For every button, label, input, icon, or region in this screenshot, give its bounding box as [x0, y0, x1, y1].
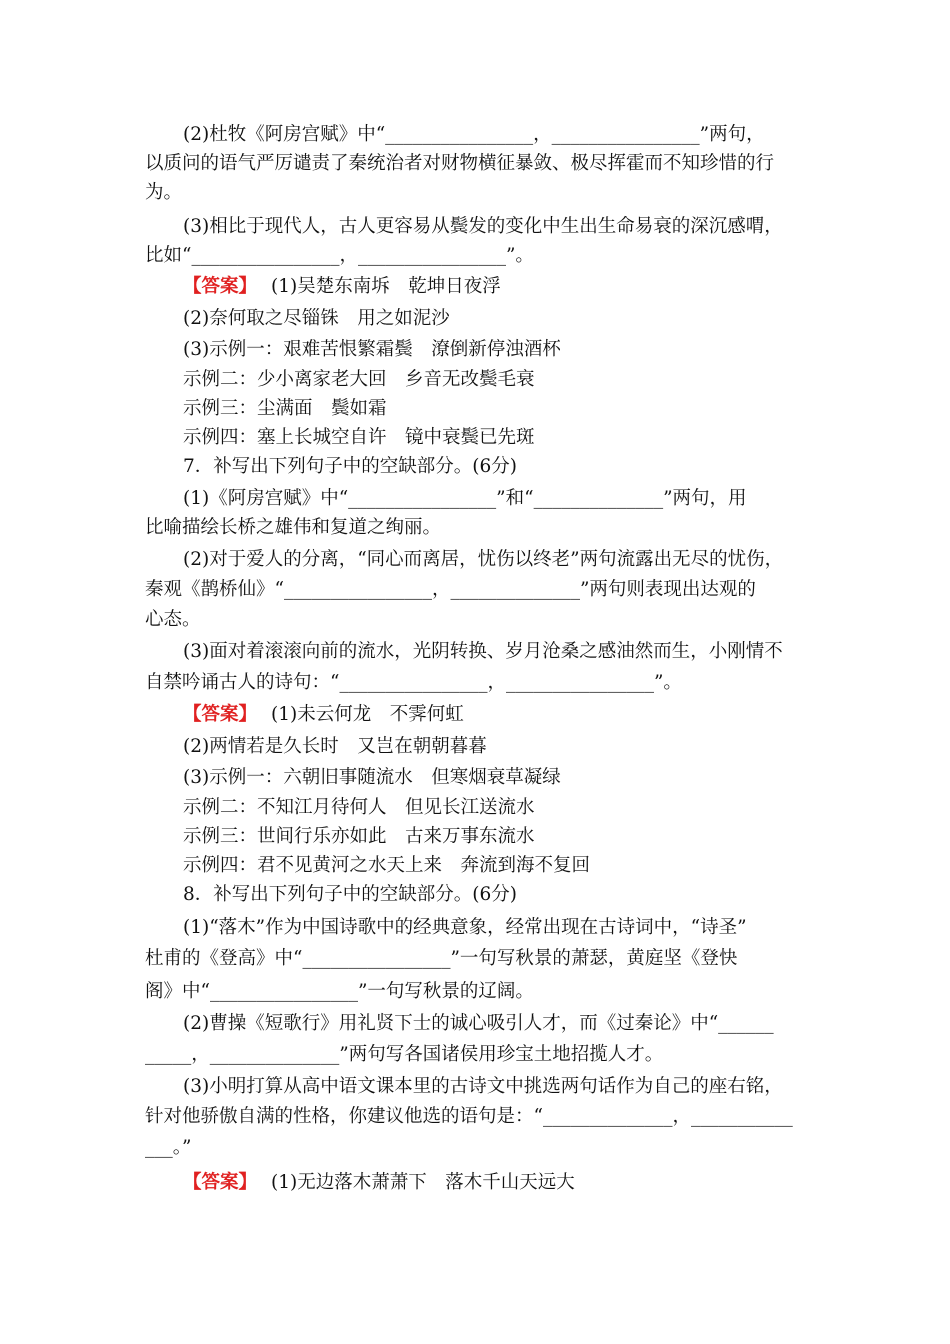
question-line: 阁》中“________________”一句写秋景的辽阔。: [145, 981, 534, 1002]
question-line: 为。: [145, 182, 183, 203]
answer-line: (2)奈何取之尽锱铢 用之如泥沙: [183, 308, 450, 329]
question-heading: 7．补写出下列句子中的空缺部分。(6分): [183, 456, 517, 477]
question-heading: 8．补写出下列句子中的空缺部分。(6分): [183, 884, 517, 905]
question-line: 比喻描绘长桥之雄伟和复道之绚丽。: [145, 517, 442, 538]
question-line: (3)小明打算从高中语文课本里的古诗文中挑选两句话作为自己的座右铭，: [183, 1076, 783, 1097]
answer-label: 【答案】: [183, 1172, 258, 1193]
answer-line: 【答案】 (1)未云何龙 不霁何虹: [183, 704, 464, 725]
answer-line: (2)两情若是久长时 又岂在朝朝暮暮: [183, 736, 487, 757]
answer-line: 示例三：世间行乐亦如此 古来万事东流水: [183, 826, 535, 847]
answer-line: 示例四：君不见黄河之水天上来 奔流到海不复回: [183, 855, 591, 876]
question-line: (2)对于爱人的分离，“同心而离居，忧伤以终老”两句流露出无尽的忧伤，: [183, 549, 784, 570]
question-line: 以质问的语气严厉谴责了秦统治者对财物横征暴敛、极尽挥霍而不知珍惜的行: [145, 153, 775, 174]
question-line: 心态。: [145, 609, 201, 630]
question-line: 杜甫的《登高》中“________________”一句写秋景的萧瑟，黄庭坚《登快: [145, 948, 738, 969]
question-line: 比如“________________，________________”。: [145, 245, 534, 266]
question-line: (2)杜牧《阿房宫赋》中“________________，________________”两句，: [183, 124, 765, 145]
answer-line: (3)示例一：艰难苦恨繁霜鬓 潦倒新停浊酒杯: [183, 339, 561, 360]
question-line: (3)相比于现代人，古人更容易从鬓发的变化中生出生命易衰的深沉感喟，: [183, 216, 783, 237]
answer-line: 示例二：不知江月待何人 但见长江送流水: [183, 797, 535, 818]
question-line: ___。”: [145, 1137, 192, 1158]
question-line: (1)《阿房宫赋》中“________________”和“______________”两句，用: [183, 488, 747, 509]
answer-line: 示例三：尘满面 鬓如霜: [183, 398, 387, 419]
question-line: 自禁吟诵古人的诗句：“________________，________________”。: [145, 672, 682, 693]
question-line: (2)曹操《短歌行》用礼贤下士的诚心吸引人才，而《过秦论》中“______: [183, 1013, 774, 1034]
answer-label: 【答案】: [183, 704, 258, 725]
question-line: 针对他骄傲自满的性格，你建议他选的语句是：“______________，___________: [145, 1106, 793, 1127]
answer-line: 示例二：少小离家老大回 乡音无改鬓毛衰: [183, 369, 535, 390]
question-line: (1)“落木”作为中国诗歌中的经典意象，经常出现在古诗词中，“诗圣”: [183, 917, 747, 938]
answer-line: 【答案】 (1)无边落木萧萧下 落木千山天远大: [183, 1172, 575, 1193]
answer-label: 【答案】: [183, 276, 258, 297]
question-line: _____，______________”两句写各国诸侯用珍宝土地招揽人才。: [145, 1044, 664, 1065]
question-line: 秦观《鹊桥仙》“________________，______________”两句则表现出达观的: [145, 579, 756, 600]
answer-line: (3)示例一：六朝旧事随流水 但寒烟衰草凝绿: [183, 767, 561, 788]
answer-line: 示例四：塞上长城空自许 镜中衰鬓已先斑: [183, 427, 535, 448]
answer-line: 【答案】 (1)吴楚东南坼 乾坤日夜浮: [183, 276, 501, 297]
question-line: (3)面对着滚滚向前的流水，光阴转换、岁月沧桑之感油然而生，小刚情不: [183, 641, 783, 662]
